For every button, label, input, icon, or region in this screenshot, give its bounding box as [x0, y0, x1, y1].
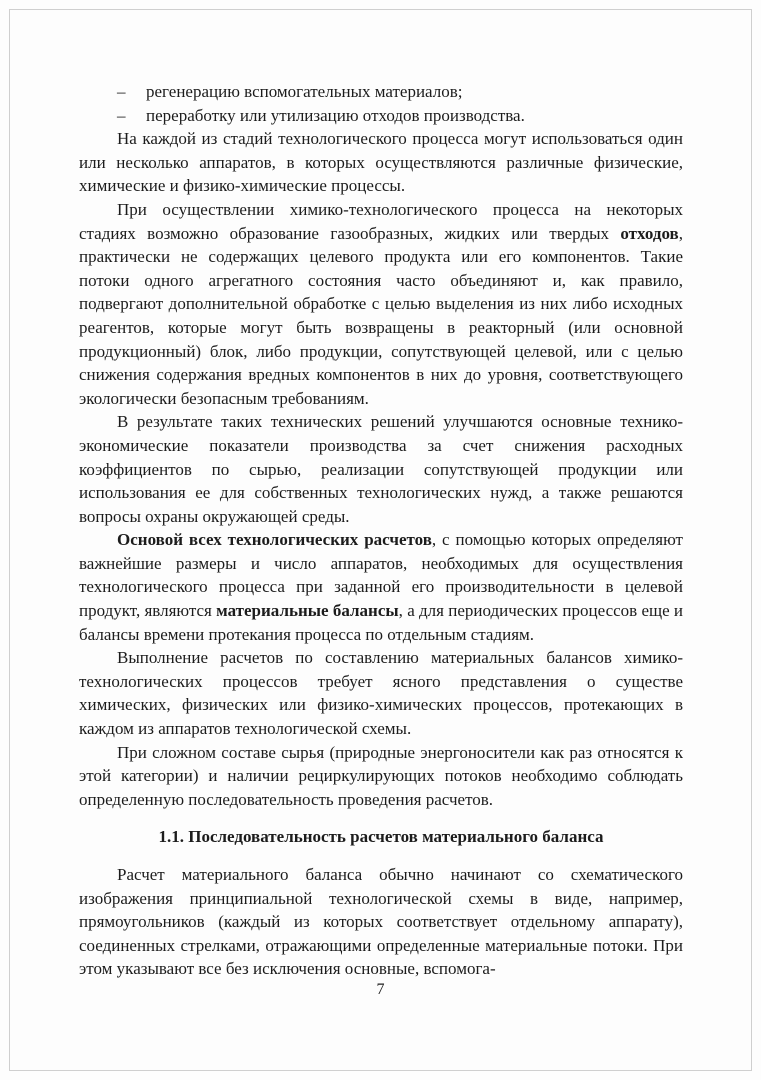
paragraph [79, 528, 683, 646]
text-run: При сложном составе сырья (природные энергоносители как раз относятся к этой категории) и наличии рециркулирующих потоков необходимо соблюдать определенную последовательность проведения расчетов. [79, 742, 683, 809]
text-run: , с помощью которых определяют важнейшие размеры и число аппаратов, необходимых для осуществления технологического процесса при заданной его производительности в целевой продукт, являются [79, 530, 683, 621]
paragraph [79, 863, 683, 981]
text-run: , а для периодических процессов еще и балансы времени протекания процесса по отдельным стадиям. [79, 601, 683, 644]
bold-text-run: материальные балансы [216, 601, 399, 621]
paragraph [79, 646, 683, 740]
bold-text-run: 1.1. Последовательность расчетов материального баланса [158, 827, 604, 847]
text-run: , практически не содержащих целевого продукта или его компонентов. Такие потоки одного агрегатного состояния часто объединяют и, как правило, подвергают дополнительной обработке с целью выделения из них либо исходных реагентов, которые могут быть возвращены в реакторный (или основной продукционный) блок, либо продукции, сопутствующей целевой, или с целью снижения содержания вредных компонентов в них до уровня, соответствующего экологически безопасным требованиям. [79, 223, 683, 408]
text-run: В результате таких технических решений улучшаются основные технико-экономические показатели производства за счет снижения расходных коэффициентов по сырью, реализации сопутствующей продукции или использования ее для собственных технологических нужд, а также решаются вопросы охраны окружающей среды. [79, 412, 683, 526]
list-item [79, 104, 683, 128]
text-run: Расчет материального баланса обычно начинают со схематического изображения принципиальной технологической схемы в виде, например, прямоугольников (каждый из которых соответствует отдельному аппарату), соединенных стрелками, отражающими определенные материальные потоки. При этом указывают все без исключения основные, вспомога- [79, 865, 683, 979]
paragraph [79, 410, 683, 528]
paragraph [79, 741, 683, 812]
text-run: На каждой из стадий технологического процесса могут использоваться один или несколько аппаратов, в которых осуществляются различные физические, химические и физико-химические процессы. [79, 129, 683, 196]
text-run: Выполнение расчетов по составлению материальных балансов химико-технологических процессов требует ясного представления о существе химических, физических или физико-химических процессов, протекающих в каждом из аппаратов технологической схемы. [79, 648, 683, 739]
list-item [79, 80, 683, 104]
text-run: регенерацию вспомогательных материалов; [146, 82, 463, 101]
paragraph [79, 198, 683, 410]
list-marker: – [117, 82, 126, 101]
bold-text-run: Основой всех технологических расчетов [117, 530, 432, 550]
paragraph [79, 127, 683, 198]
page-number: 7 [376, 981, 385, 998]
text-run: переработку или утилизацию отходов производства. [146, 105, 525, 125]
list-marker: – [117, 105, 126, 125]
page-content [79, 80, 683, 981]
text-run: При осуществлении химико-технологического процесса на некоторых стадиях возможно образование газообразных, жидких или твердых [79, 199, 683, 243]
section-heading [79, 825, 683, 849]
bold-text-run: отходов [620, 223, 679, 243]
